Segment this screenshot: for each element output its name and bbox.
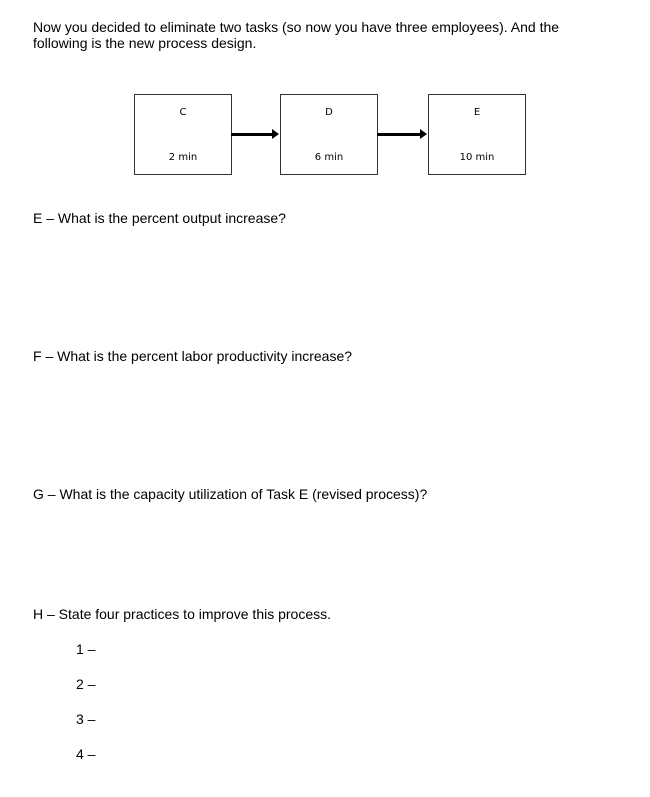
task-name: E (473, 107, 481, 118)
intro-line-2: following is the new process design. (33, 35, 257, 51)
question-h: H – State four practices to improve this process. (33, 606, 332, 622)
question-f: F – What is the percent labor productivity increase? (33, 348, 353, 364)
arrow-icon (231, 133, 273, 136)
intro-line-1: Now you decided to eliminate two tasks (so now you have three employees). And the (33, 19, 560, 35)
arrow-icon (377, 133, 421, 136)
list-item: 3 – (76, 711, 96, 727)
question-e: E – What is the percent output increase? (33, 210, 286, 226)
task-box-d (280, 94, 378, 175)
task-name: D (325, 107, 333, 118)
list-item: 1 – (76, 641, 96, 657)
list-item: 2 – (76, 676, 96, 692)
task-box-c (134, 94, 232, 175)
task-time: 6 min (314, 152, 344, 163)
task-time: 2 min (168, 152, 198, 163)
task-box-e (428, 94, 526, 175)
list-item: 4 – (76, 746, 96, 762)
question-g: G – What is the capacity utilization of Task E (revised process)? (33, 486, 428, 502)
task-name: C (179, 107, 187, 118)
task-time: 10 min (459, 152, 495, 163)
